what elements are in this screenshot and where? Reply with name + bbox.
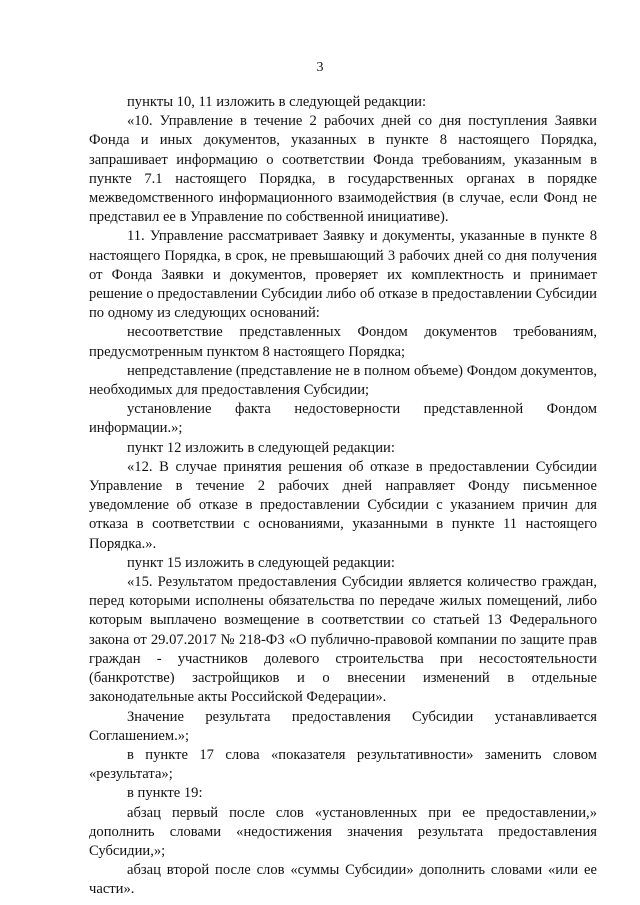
paragraph: Значение результата предоставления Субсидии устанавливается Соглашением.»; [89,708,597,744]
paragraph: «15. Результатом предоставления Субсидии является количество граждан, перед которыми исполнены обязательства по передаче жилых помещений, либо которым выплачено возмещение в соответствии со статьей 13 Федерального закона от 29.07.2017 № 218-ФЗ «О публично-правовой компании по защите прав граждан - участников долевого строительства при несостоятельности (банкротстве) застройщиков и о внесении изменений в отдельные законодательные акты Российской Федерации». [89,574,597,706]
paragraph: пункт 12 изложить в следующей редакции: [127,439,395,456]
paragraph: пункты 10, 11 изложить в следующей редакции: [127,94,427,110]
page-number: 3 [316,60,324,75]
paragraph: «10. Управление в течение 2 рабочих дней со дня поступления Заявки Фонда и иных документов, указанных в пункте 8 настоящего Порядка, запрашивает информацию о соответствии Фонда требованиям, указанным в пункте 7.1 настоящего Порядка, в государственных органах в порядке межведомственного информационного взаимодействия (в случае, если Фонд не представил ее в Управление по собственной инициативе). [89,113,597,226]
paragraph: несоответствие представленных Фондом документов требованиям, предусмотренным пунктом 8 настоящего Порядка; [89,324,597,360]
paragraph: установление факта недостоверности представленной Фондом информации.»; [89,401,597,437]
paragraph: непредставление (представление не в полном объеме) Фондом документов, необходимых для предоставления Субсидии; [89,362,597,399]
paragraph: «12. В случае принятия решения об отказе в предоставлении Субсидии Управление в течение 2 рабочих дней направляет Фонду письменное уведомление об отказе в предоставлении Субсидии с указанием причин для отказа в соответствии с основаниями, указанными в пункте 11 настоящего Порядка.». [89,458,597,552]
document-body [89,93,597,900]
paragraph: в пункте 19: [127,785,203,802]
paragraph: 11. Управление рассматривает Заявку и документы, указанные в пункте 8 настоящего Порядка, в срок, не превышающий 3 рабочих дней со дня получения от Фонда Заявки и документов, проверяет их комплектность и принимает решение о предоставлении Субсидии либо об отказе в предоставлении Субсидии по одному из следующих оснований: [89,228,597,322]
paragraph: в пункте 17 слова «показателя результативности» заменить словом «результата»; [89,746,597,783]
paragraph: абзац второй после слов «суммы Субсидии» дополнить словами «или ее части». [89,862,597,898]
paragraph: абзац первый после слов «установленных при ее предоставлении,» дополнить словами «недостижения значения результата предоставления Субсидии,»; [89,804,597,859]
paragraph: пункт 15 изложить в следующей редакции: [127,554,395,571]
